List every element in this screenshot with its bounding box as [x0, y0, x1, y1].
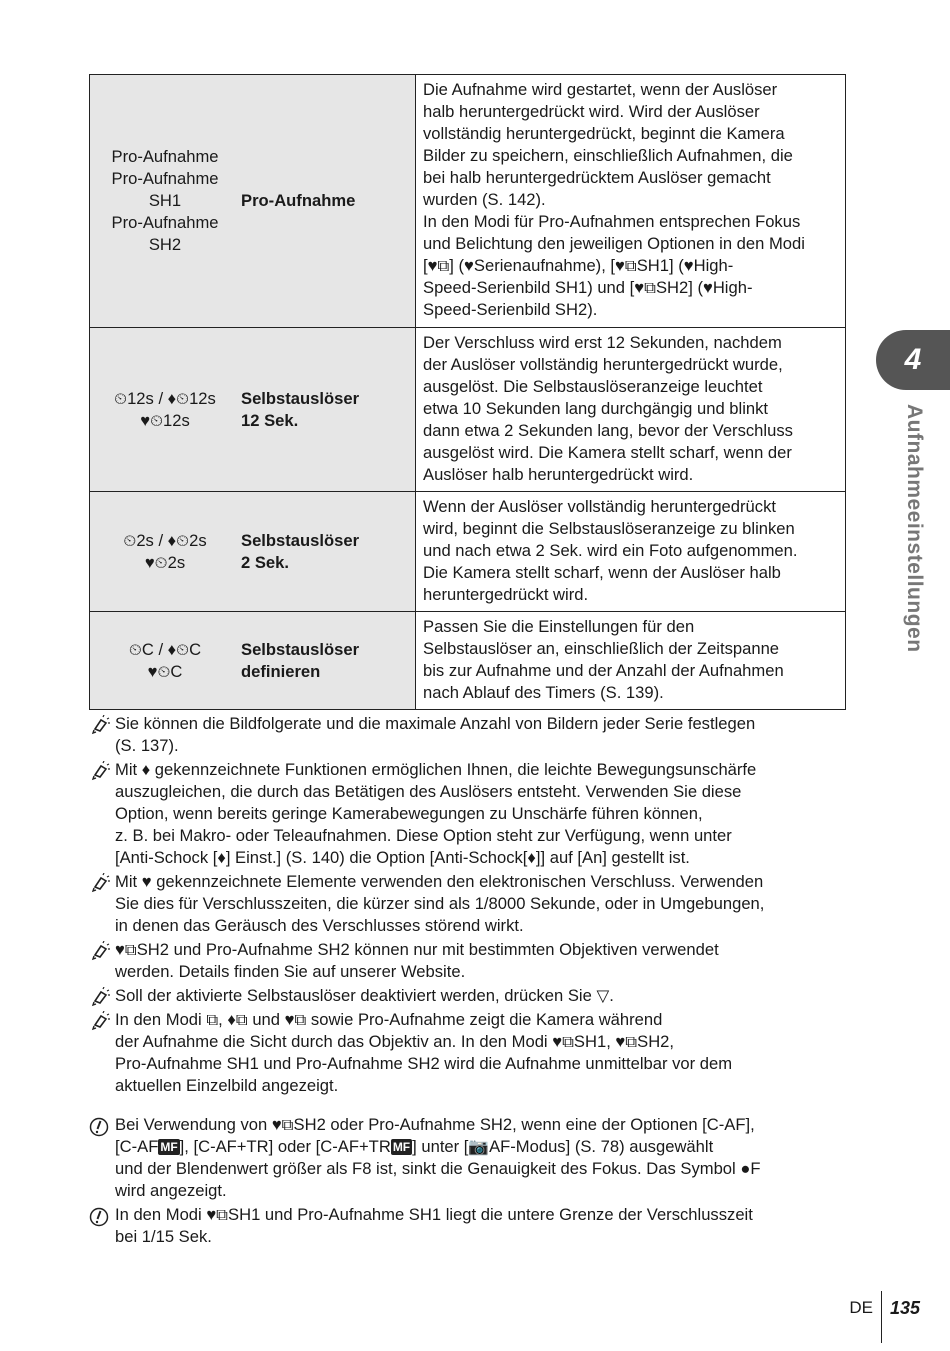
caution-item: Bei Verwendung von ♥⧉SH2 oder Pro-Aufnahme SH2, wenn eine der Optionen [C-AF], [C-AF MF ], [C-AF+TR] oder [C-AF+TR MF ] unter [📷AF-Modus] (S. 78) ausgewählt und der Blendenwert größer als F8 ist, sinkt die Genauigkeit des Fokus. Das Symbol ●F wird angezeigt.: [89, 1114, 845, 1202]
tip-icon: [89, 941, 111, 961]
mode-icons: ⏲2s / ♦⏲2s ♥⏲2s: [123, 530, 207, 572]
table-row: [90, 612, 846, 710]
tip-icon: [89, 715, 111, 735]
mf-badge: MF: [160, 1140, 178, 1154]
tip-icon: [89, 1011, 111, 1031]
tip-icon: [89, 987, 111, 1007]
caution-icon: [89, 1207, 109, 1227]
mf-badge: MF: [392, 1140, 411, 1154]
mode-description: Der Verschluss wird erst 12 Sekunden, nachdem der Auslöser vollständig heruntergedrückt wurde, ausgelöst. Die Selbstauslöseranzeige leuchtet etwa 10 Sekunden lang durchgängig und blinkt dann etwa 2 Sekunden lang, bevor der Verschluss ausgelöst wird. Die Kamera stellt scharf, wenn der Auslöser halb heruntergedrückt wird.: [416, 328, 846, 492]
mode-name: Selbstauslöser 12 Sek.: [241, 388, 360, 430]
mode-name: Selbstauslöser definieren: [241, 639, 360, 681]
tip-icon: [89, 873, 111, 893]
table-row: [90, 492, 846, 612]
mode-icons: Pro-Aufnahme Pro-Aufnahme SH1 Pro-Aufnahme SH2: [111, 147, 219, 254]
mode-name: Selbstauslöser 2 Sek.: [241, 530, 360, 572]
chapter-number: 4: [904, 343, 922, 376]
caution-item: In den Modi ♥⧉SH1 und Pro-Aufnahme SH1 liegt die untere Grenze der Verschlusszeit bei 1/15 Sek.: [89, 1204, 845, 1248]
drive-mode-table: [89, 74, 846, 710]
table-row: [90, 75, 846, 328]
note-item: Sie können die Bildfolgerate und die maximale Anzahl von Bildern jeder Serie festlegen (S. 137).: [89, 713, 839, 757]
note-item: Mit ♦ gekennzeichnete Funktionen ermöglichen Ihnen, die leichte Bewegungsunschärfe auszugleichen, die durch das Betätigen des Auslösers entsteht. Verwenden Sie diese Option, wenn bereits geringe Kamerabewegungen zu Unschärfe führen können, z. B. bei Makro- oder Teleaufnahmen. Diese Option steht zur Verfügung, wenn unter [Anti-Schock [♦] Einst.] (S. 140) die Option [Anti-Schock[♦]] auf [An] gestellt ist.: [89, 759, 839, 869]
table-row: [90, 328, 846, 492]
page-number: 135: [889, 1297, 920, 1318]
mode-description: Wenn der Auslöser vollständig heruntergedrückt wird, beginnt die Selbstauslöseranzeige zu blinken und nach etwa 2 Sek. wird ein Foto aufgenommen. Die Kamera stellt scharf, wenn der Auslöser halb heruntergedrückt wird.: [416, 492, 846, 612]
chapter-title: Aufnahmeeinstellungen: [903, 404, 926, 653]
note-item: Mit ♥ gekennzeichnete Elemente verwenden den elektronischen Verschluss. Verwenden Sie dies für Verschlusszeiten, die kürzer sind als 1/8000 Sekunde, oder in Umgebungen, in denen das Geräusch des Verschlusses störend wirkt.: [89, 871, 839, 937]
notes-list: [89, 713, 839, 1099]
caution-icon: [89, 1117, 109, 1137]
note-item: In den Modi ⧉, ♦⧉ und ♥⧉ sowie Pro-Aufnahme zeigt die Kamera während der Aufnahme die Sicht durch das Objektiv an. In den Modi ♥⧉SH1, ♥⧉SH2, Pro-Aufnahme SH1 und Pro-Aufnahme SH2 wird die Aufnahme unmittelbar vor dem aktuellen Einzelbild angezeigt.: [89, 1009, 839, 1097]
mode-description: Die Aufnahme wird gestartet, wenn der Auslöser halb heruntergedrückt wird. Wird der Auslöser vollständig heruntergedrückt, beginnt die Kamera Bilder zu speichern, einschließlich Aufnahmen, die bei halb heruntergedrücktem Auslöser gemacht wurden (S. 142). In den Modi für Pro-Aufnahmen entsprechen Fokus und Belichtung den jeweiligen Optionen in den Modi [♥⧉] (♥Serienaufnahme), [♥⧉SH1] (♥High- Speed-Serienbild SH1) und [♥⧉SH2] (♥High- Speed-Serienbild SH2).: [416, 75, 846, 328]
note-item: ♥⧉SH2 und Pro-Aufnahme SH2 können nur mit bestimmten Objektiven verwendet werden. Details finden Sie auf unserer Website.: [89, 939, 839, 983]
cautions-list: [89, 1114, 845, 1250]
mode-icons: ⏲C / ♦⏲C ♥⏲C: [128, 639, 202, 681]
tip-icon: [89, 761, 111, 781]
language-code: DE: [849, 1298, 873, 1317]
mode-description: Passen Sie die Einstellungen für den Selbstauslöser an, einschließlich der Zeitspanne bis zur Aufnahme und der Anzahl der Aufnahmen nach Ablauf des Timers (S. 139).: [416, 612, 846, 710]
note-item: Soll der aktivierte Selbstauslöser deaktiviert werden, drücken Sie ▽.: [89, 985, 839, 1007]
mode-name: Pro-Aufnahme: [241, 191, 356, 210]
page-footer: [849, 1293, 920, 1323]
mode-icons: ⏲12s / ♦⏲12s ♥⏲12s: [114, 388, 216, 430]
chapter-tab: [876, 330, 950, 390]
